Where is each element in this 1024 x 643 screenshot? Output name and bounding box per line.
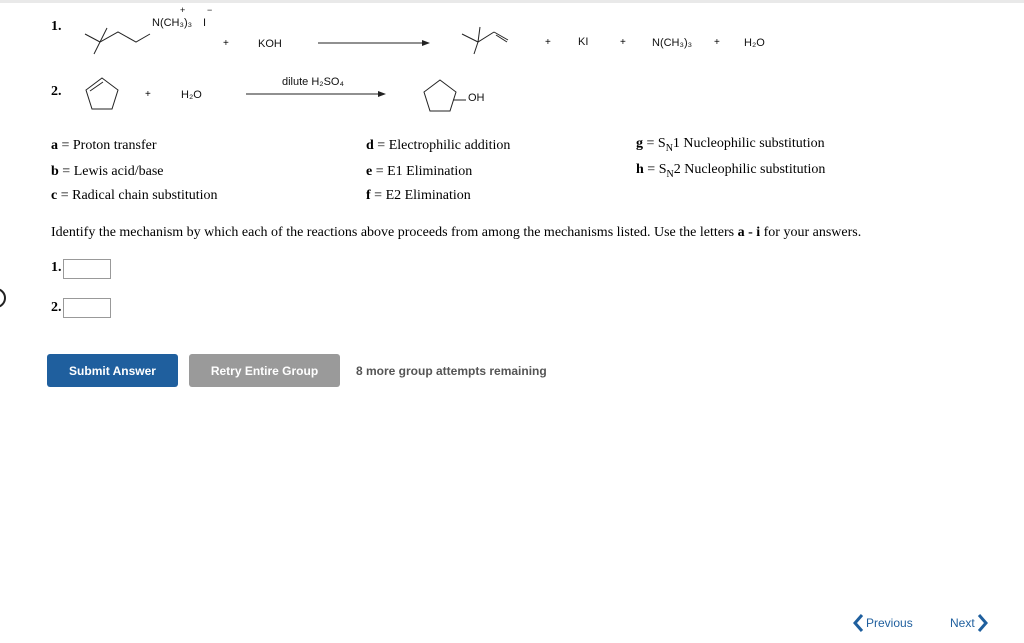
product-ki: KI	[578, 36, 589, 48]
reaction-condition: dilute H₂SO₄	[282, 76, 344, 88]
instruction-text: Identify the mechanism by which each of the reactions above proceeds from among the mechanisms listed. Use the letters a - i for your answers.	[51, 225, 862, 240]
product-trimethylamine: N(CH₃)₃	[652, 37, 693, 49]
chevron-right-icon	[977, 613, 989, 633]
cyclopentene-structure	[82, 74, 122, 114]
plus-sign: +	[620, 37, 626, 48]
mechanism-g: $g = S_N1$ Nucleophilic substitution	[636, 136, 825, 154]
cyclopentanol-structure	[420, 78, 464, 116]
previous-label: Previous	[866, 616, 913, 630]
reaction-2-arrow	[246, 89, 386, 99]
trimethylammonium-group: N(CH₃)₃	[152, 17, 193, 29]
reaction-1-arrow	[318, 38, 430, 48]
submit-answer-button[interactable]: Submit Answer	[47, 354, 178, 387]
plus-sign: +	[545, 37, 551, 48]
answer-1-input[interactable]	[63, 259, 111, 279]
plus-sign: +	[145, 89, 151, 100]
attempts-remaining-text: 8 more group attempts remaining	[356, 364, 547, 378]
hydroxyl-group: OH	[468, 92, 485, 104]
previous-link[interactable]	[852, 613, 913, 633]
iodide-ion: I	[203, 17, 207, 29]
top-border	[0, 0, 1024, 3]
plus-sign: +	[714, 37, 720, 48]
answer-2-input[interactable]	[63, 298, 111, 318]
answer-1-label: 1.	[51, 260, 62, 275]
edge-circle-icon[interactable]	[0, 288, 6, 308]
plus-sign: +	[223, 38, 229, 49]
reaction-1-number: 1.	[51, 19, 62, 34]
mechanism-f: f = E2 Elimination	[366, 188, 471, 203]
ammonium-charge-plus: +	[180, 5, 186, 15]
next-label: Next	[950, 616, 975, 630]
reagent-koh: KOH	[258, 38, 282, 50]
mechanism-a: a = Proton transfer	[51, 138, 157, 153]
reagent-water: H₂O	[181, 89, 202, 101]
product-alkene-structure	[460, 18, 526, 58]
iodide-charge-minus: −	[207, 5, 213, 15]
product-water: H₂O	[744, 37, 765, 49]
mechanism-d: d = Electrophilic addition	[366, 138, 511, 153]
retry-entire-group-button[interactable]: Retry Entire Group	[189, 354, 340, 387]
mechanism-c: c = Radical chain substitution	[51, 188, 218, 203]
reactant-1-structure	[80, 14, 160, 54]
mechanism-b: b = Lewis acid/base	[51, 164, 164, 179]
reaction-2-number: 2.	[51, 84, 62, 99]
answer-2-label: 2.	[51, 300, 62, 315]
mechanism-e: e = E1 Elimination	[366, 164, 473, 179]
chevron-left-icon	[852, 613, 864, 633]
mechanism-h: $h = S_N2$ Nucleophilic substitution	[636, 162, 826, 180]
next-link[interactable]	[950, 613, 989, 633]
